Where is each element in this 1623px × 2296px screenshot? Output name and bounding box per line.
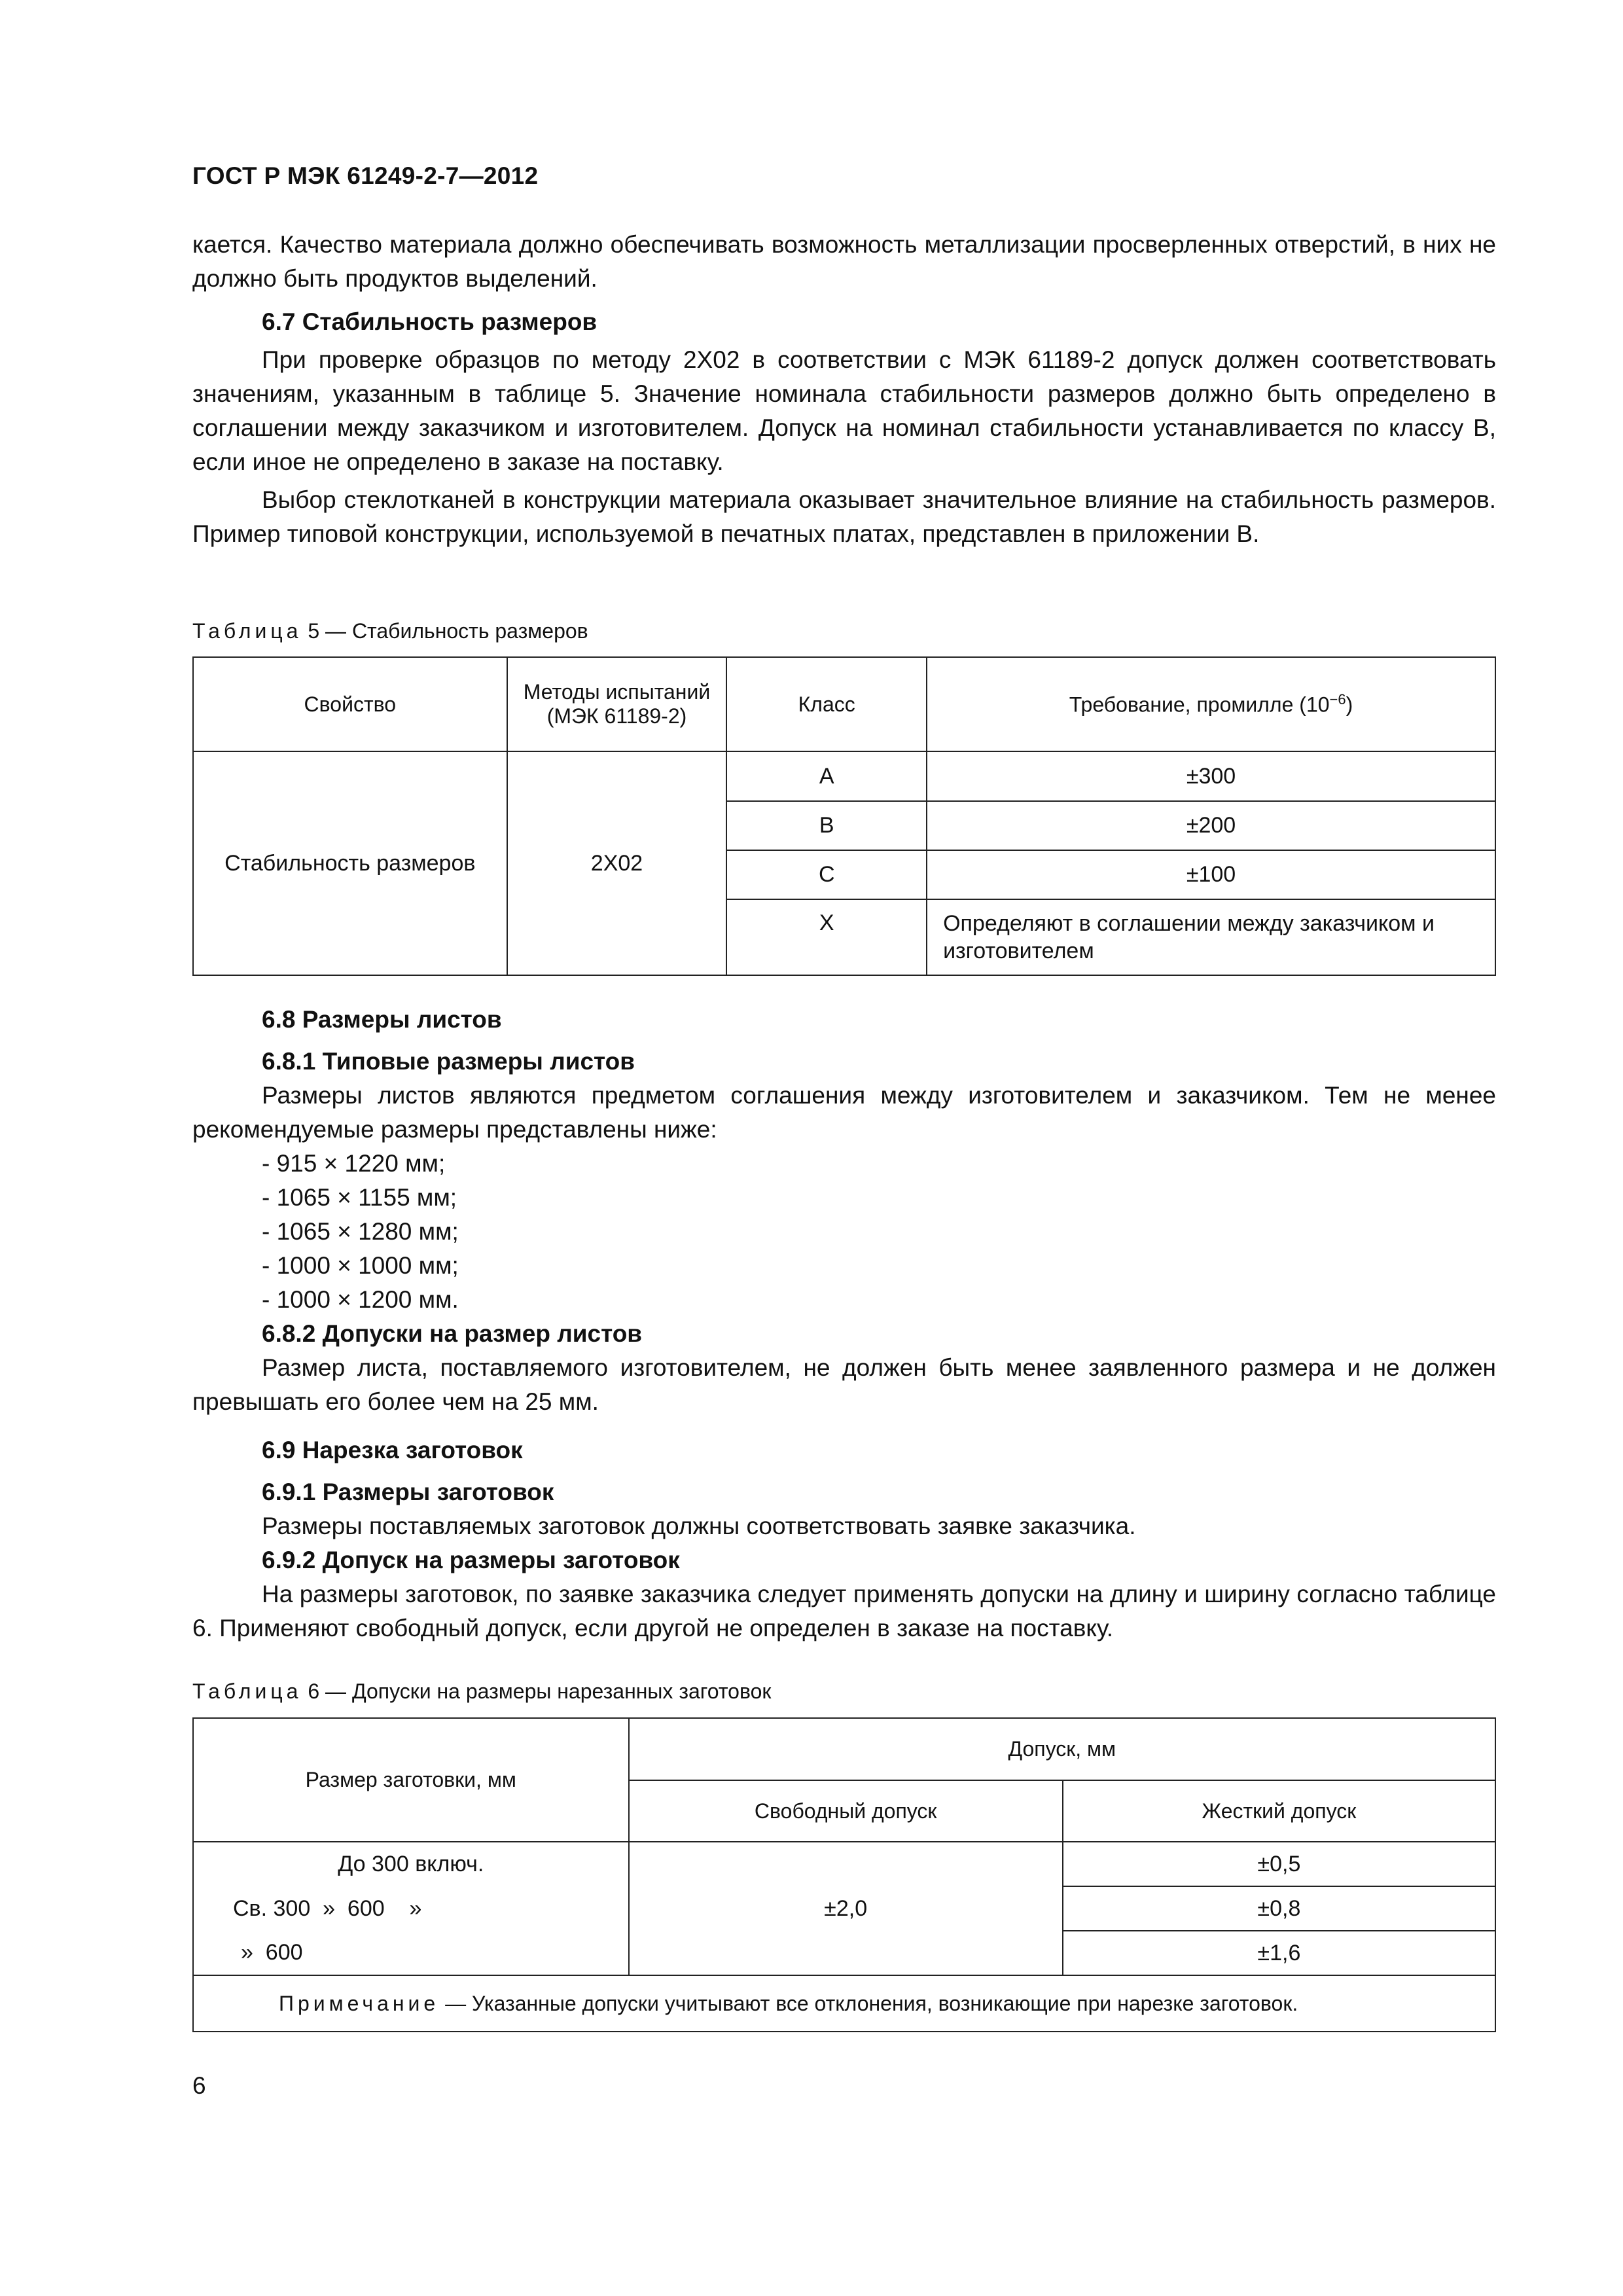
section-6-9-2-para: На размеры заготовок, по заявке заказчика следует применять допуски на длину и ширину согласно таблице 6. Применяют свободный допуск, если другой не определен в заказе на поставку. (192, 1581, 1496, 1641)
table6-note-text: — Указанные допуски учитывают все отклонения, возникающие при нарезке заготовок. (439, 1991, 1298, 2015)
table6-strict-1: ±0,5 (1063, 1842, 1495, 1886)
section-6-7-para1: При проверке образцов по методу 2Х02 в соответствии с МЭК 61189-2 допуск должен соответствовать значениям, указанным в таблице 5. Значение номинала стабильности размеров должно быть определено в соглашении между заказчиком и изготовителем. Допуск на номинал стабильности устанавливается по классу В, если иное не определено в заказе на поставку. (192, 346, 1496, 475)
continued-paragraph: кается. Качество материала должно обеспечивать возможность металлизации просверленных отверстий, в них не должно быть продуктов выделений. (192, 231, 1496, 292)
table6-strict-2: ±0,8 (1063, 1886, 1495, 1931)
section-6-9-2-heading: 6.9.2 Допуск на размеры заготовок (262, 1547, 680, 1573)
table5-header-row (193, 657, 1495, 751)
table5-method-value: 2Х02 (507, 751, 727, 975)
table5-header-requirement-exp: −6 (1329, 691, 1346, 708)
table6-note (193, 1975, 1495, 2032)
table6-header-tolerance: Допуск, мм (629, 1718, 1495, 1780)
table6-header-free: Свободный допуск (629, 1780, 1063, 1842)
table6-size-2: Св. 300 » 600 » (193, 1886, 629, 1931)
table5-req-b: ±200 (927, 801, 1495, 850)
table5-header-class: Класс (726, 657, 927, 751)
table5-req-c: ±100 (927, 850, 1495, 899)
size-item: - 1065 × 1155 мм; (262, 1184, 457, 1211)
size-item: - 915 × 1220 мм; (262, 1150, 446, 1177)
table5-req-x-line1: Определяют в соглашении между заказчиком и (943, 911, 1435, 936)
table6-note-row (193, 1975, 1495, 2032)
table5-header-requirement-close: ) (1346, 692, 1353, 717)
page-number: 6 (192, 2072, 206, 2099)
table5-class-x: Х (726, 899, 927, 975)
size-item: - 1000 × 1200 мм. (262, 1286, 459, 1313)
table6-caption (192, 1677, 771, 1706)
table6-header-size: Размер заготовки, мм (193, 1718, 629, 1842)
table5-header-methods-line1: Методы испытаний (523, 680, 711, 704)
table5-header-methods (507, 657, 727, 751)
section-6-8-1-heading: 6.8.1 Типовые размеры листов (262, 1048, 635, 1075)
table6-caption-title: 6 — Допуски на размеры нарезанных заготовок (302, 1679, 772, 1703)
table5-header-requirement (927, 657, 1495, 751)
table5-req-a: ±300 (927, 751, 1495, 801)
table-row (193, 751, 1495, 801)
standard-id: ГОСТ Р МЭК 61249-2-7—2012 (192, 162, 539, 189)
section-6-8-2-para: Размер листа, поставляемого изготовителем, не должен быть менее заявленного размера и не должен превышать его более чем на 25 мм. (192, 1354, 1496, 1415)
size-item: - 1000 × 1000 мм; (262, 1252, 459, 1279)
table5-property-value: Стабильность размеров (193, 751, 507, 975)
section-6-9-heading: 6.9 Нарезка заготовок (262, 1437, 523, 1463)
section-6-8-2-heading: 6.8.2 Допуски на размер листов (262, 1320, 643, 1347)
table6-strict-3: ±1,6 (1063, 1931, 1495, 1975)
section-6-7-heading: 6.7 Стабильность размеров (262, 308, 597, 335)
table6-size-1: До 300 включ. (193, 1842, 629, 1886)
table6-free-value: ±2,0 (629, 1842, 1063, 1975)
table6-header-row-1 (193, 1718, 1495, 1780)
section-6-8-1-para: Размеры листов являются предметом соглашения между изготовителем и заказчиком. Тем не менее рекомендуемые размеры представлены ниже: (192, 1082, 1496, 1143)
table-row (193, 1842, 1495, 1886)
table6-header-strict: Жесткий допуск (1063, 1780, 1495, 1842)
table6-note-label: Примечание (279, 1991, 440, 2015)
table5-class-b: В (726, 801, 927, 850)
table6-caption-label: Таблица (192, 1679, 302, 1703)
table5-caption-title: 5 — Стабильность размеров (302, 619, 588, 643)
section-6-9-1-heading: 6.9.1 Размеры заготовок (262, 1479, 554, 1505)
table5-header-property: Свойство (193, 657, 507, 751)
section-6-8-heading: 6.8 Размеры листов (262, 1006, 502, 1033)
section-6-7-para2: Выбор стеклотканей в конструкции материала оказывает значительное влияние на стабильность размеров. Пример типовой конструкции, используемой в печатных платах, представлен в приложении В. (192, 486, 1496, 547)
table5-class-a: А (726, 751, 927, 801)
table5-header-methods-line2: (МЭК 61189-2) (546, 704, 687, 728)
size-item: - 1065 × 1280 мм; (262, 1218, 459, 1245)
table5-req-x (927, 899, 1495, 975)
table5-caption (192, 617, 588, 645)
section-6-9-1-para: Размеры поставляемых заготовок должны соответствовать заявке заказчика. (262, 1513, 1136, 1539)
table5-class-c: С (726, 850, 927, 899)
document-page (192, 0, 1496, 2296)
table5 (192, 656, 1496, 976)
table5-header-requirement-text: Требование, промилле (10 (1069, 692, 1330, 717)
table5-caption-label: Таблица (192, 619, 302, 643)
table5-req-x-line2: изготовителем (943, 939, 1094, 963)
table6-size-3: » 600 (193, 1931, 629, 1975)
table6 (192, 1717, 1496, 2032)
